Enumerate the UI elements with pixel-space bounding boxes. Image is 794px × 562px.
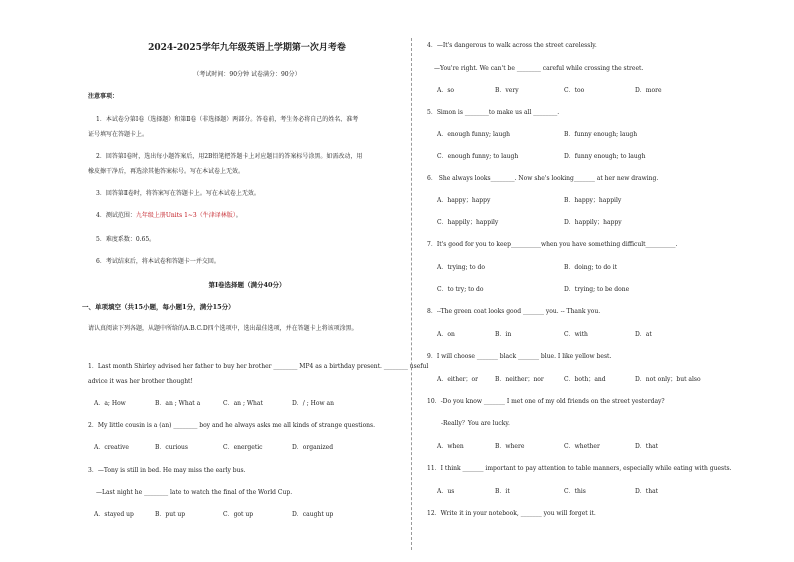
question-11-line-1: 11．I think _______ important to pay attention to table manners, especially while eating with guests. [427,465,732,472]
q10-option-d[interactable]: D．that [635,443,659,450]
q4-option-c[interactable]: C．too [564,87,585,94]
q8-option-b[interactable]: B．in [495,331,512,338]
q10-option-b[interactable]: B．where [495,443,525,450]
q3-option-c[interactable]: C．got up [223,511,254,518]
note-4 [96,212,242,220]
section1-instruction: 请认真阅读下列各题，从题中所给的A.B.C.D四个选项中，选出最佳选项，并在答题卡上将该项涂黑。 [88,325,358,332]
question-8-line-1: 8．--The green coat looks good _______ you. -- Thank you. [427,308,601,315]
q3-option-a[interactable]: A．stayed up [94,511,134,518]
q9-option-d[interactable]: D．not only；but also [635,376,701,383]
q4-option-d[interactable]: D．more [635,87,662,94]
note-4-prefix: 4．测试范围： [96,212,136,219]
q1-option-d[interactable]: D．/ ; How an [292,400,334,407]
note-2b: 橡皮擦干净后，再选涂其他答案标号。写在本试卷上无效。 [88,168,245,175]
question-10-line-2: -Really？You are lucky. [441,420,510,427]
q10-option-a[interactable]: A．when [437,443,464,450]
q1-option-a[interactable]: A．a; How [94,400,126,407]
question-5-line-1: 5．Simon is ________to make us all ________. [427,109,560,116]
q7-option-d[interactable]: D．trying; to be done [564,286,630,293]
q3-option-d[interactable]: D．caught up [292,511,334,518]
note-1a: 1．本试卷分第Ⅰ卷（选择题）和第Ⅱ卷（非选择题）两部分。答卷前，考生务必将自己的姓名、准考 [96,116,359,123]
q8-option-c[interactable]: C．with [564,331,588,338]
q5-option-d[interactable]: D．funny enough; to laugh [564,153,646,160]
question-7-line-1: 7．It's good for you to keep__________when you have something difficult__________. [427,241,678,248]
part1-heading: 第Ⅰ卷选择题（满分40分） [208,281,286,289]
q1-option-c[interactable]: C．an ; What [223,400,263,407]
note-4-range: 九年级上册Units 1~3（牛津译林版） [135,212,236,219]
q10-option-c[interactable]: C．whether [564,443,600,450]
q9-option-c[interactable]: C．both；and [564,376,606,383]
q8-option-d[interactable]: D．at [635,331,652,338]
note-2a: 2．回答第Ⅰ卷时，选出每小题答案后，用2B铅笔把答题卡上对应题目的答案标号涂黑。如需改动，用 [96,153,363,160]
question-9-line-1: 9．I will choose _______ black _______ blue. I like yellow best. [427,353,612,360]
q2-option-a[interactable]: A．creative [94,444,129,451]
q6-option-a[interactable]: A．happy；happy [437,197,491,204]
note-3: 3．回答第Ⅱ卷时，将答案写在答题卡上。写在本试卷上无效。 [96,190,260,197]
section1-heading: 一、单项填空（共15小题，每小题1分，满分15分） [82,303,235,311]
question-10-line-1: 10．-Do you know _______ I met one of my old friends on the street yesterday? [427,398,665,405]
q5-option-a[interactable]: A．enough funny; laugh [437,131,511,138]
question-2-line-1: 2．My little cousin is a (an) ________ boy and he always asks me all kinds of strange questions. [88,422,376,429]
exam-info: （考试时间：90分钟 试卷满分：90分） [193,71,301,78]
q5-option-c[interactable]: C．enough funny; to laugh [437,153,519,160]
q1-option-b[interactable]: B．an ; What a [155,400,201,407]
note-6: 6．考试结束后，将本试卷和答题卡一并交回。 [96,258,220,265]
q6-option-c[interactable]: C．happily；happily [437,219,499,226]
q3-option-b[interactable]: B．put up [155,511,186,518]
note-5: 5．难度系数：0.65。 [96,236,156,243]
q11-option-d[interactable]: D．that [635,488,659,495]
q9-option-b[interactable]: B．neither；nor [495,376,544,383]
q4-option-a[interactable]: A．so [437,87,455,94]
q2-option-d[interactable]: D．organized [292,444,334,451]
q4-option-b[interactable]: B．very [495,87,519,94]
question-4-line-2: —You're right. We can't be ________ careful while crossing the street. [434,65,644,72]
question-3-line-2: —Last night he ________ late to watch the final of the World Cup. [96,489,293,496]
question-4-line-1: 4．—It's dangerous to walk across the street carelessly. [427,42,597,49]
note-4-suffix: 。 [235,212,242,219]
q6-option-d[interactable]: D．happily；happy [564,219,622,226]
q11-option-c[interactable]: C．this [564,488,586,495]
q2-option-c[interactable]: C．energetic [223,444,263,451]
notes-heading: 注意事项： [88,93,119,100]
q11-option-a[interactable]: A．us [437,488,455,495]
question-1-line-2: advice it was her brother thought! [88,378,193,385]
q7-option-a[interactable]: A．trying; to do [437,264,485,271]
exam-title: 2024-2025学年九年级英语上学期第一次月考卷 [148,43,346,53]
note-1b: 证号填写在答题卡上。 [88,131,149,138]
q9-option-a[interactable]: A．either；or [437,376,478,383]
q2-option-b[interactable]: B．curious [155,444,188,451]
q6-option-b[interactable]: B．happy；happily [564,197,622,204]
question-12-line-1: 12．Write it in your notebook, _______ you will forget it. [427,510,596,517]
question-3-line-1: 3．—Tony is still in bed. He may miss the early bus. [88,467,246,474]
q11-option-b[interactable]: B．it [495,488,510,495]
question-1-line-1: 1．Last month Shirley advised her father to buy her brother ________ MP4 as a birthday present. ________ useful [88,363,429,370]
q8-option-a[interactable]: A．on [437,331,455,338]
q5-option-b[interactable]: B．funny enough; laugh [564,131,638,138]
q7-option-b[interactable]: B．doing; to do it [564,264,618,271]
question-6-line-1: 6． She always looks________. Now she's looking_______ at her new drawing. [427,175,659,182]
q7-option-c[interactable]: C．to try; to do [437,286,484,293]
column-divider [411,38,412,550]
